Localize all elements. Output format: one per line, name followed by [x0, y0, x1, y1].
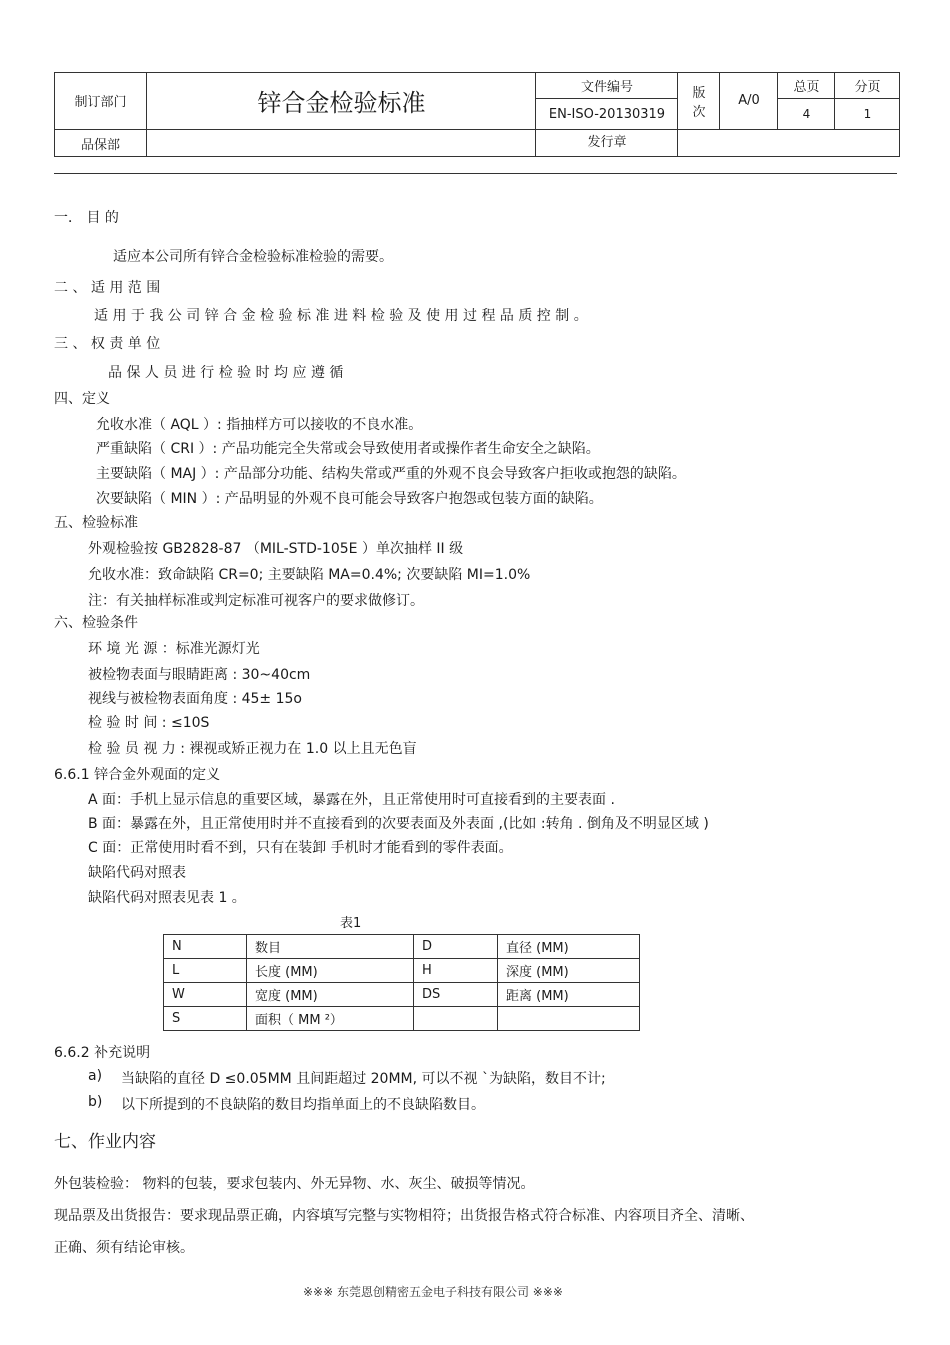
s7-para-1: 外包装检验： 物料的包装，要求包装内、外无异物、水、灰尘、破损等情况。 [54, 1176, 535, 1192]
s5-heading: 五、检验标准 [54, 515, 138, 531]
table-row [164, 935, 640, 959]
blank-cell [146, 129, 536, 157]
table-cell [498, 1007, 640, 1031]
table-cell: 数目 [247, 935, 414, 959]
table-cell: 面积（ MM ²） [247, 1007, 414, 1031]
table-cell: 长度 (MM) [247, 959, 414, 983]
surface-a: A 面：手机上显示信息的重要区域，暴露在外，且正常使用时可直接看到的主要表面 . [88, 792, 615, 808]
table-cell: S [164, 1007, 247, 1031]
s1-heading: 一． 目 的 [54, 210, 119, 226]
cond-angle: 视线与被检物表面角度 : 45± 15o [88, 691, 302, 707]
table-cell: L [164, 959, 247, 983]
version-label [677, 72, 720, 129]
def-maj: 主要缺陷（ MAJ ）: 产品部分功能、结构失常或严重的外观不良会导致客户拒收或抱怨的缺陷。 [96, 466, 686, 482]
defect-code-ref: 缺陷代码对照表见表 1 。 [88, 890, 246, 906]
note-b-tag: b) [88, 1094, 103, 1110]
doc-title: 锌合金检验标准 [146, 72, 536, 129]
dept-value: 品保部 [54, 129, 147, 157]
cond-time: 检 验 时 间 : ≤10S [88, 715, 210, 731]
s5-line-1: 外观检验按 GB2828-87 （MIL-STD-105E ）单次抽样 II 级 [88, 541, 464, 557]
dept-label: 制订部门 [74, 95, 127, 110]
table-row [164, 1007, 640, 1031]
table-cell: W [164, 983, 247, 1007]
page-number: 1 [834, 98, 900, 129]
note-b: 以下所提到的不良缺陷的数目均指单面上的不良缺陷数目。 [121, 1097, 485, 1113]
table-cell: N [164, 935, 247, 959]
surface-c: C 面：正常使用时看不到，只有在装卸 手机时才能看到的零件表面。 [88, 840, 513, 856]
defect-code-title: 缺陷代码对照表 [88, 865, 186, 881]
table-cell: D [414, 935, 498, 959]
s661-heading: 6.6.1 锌合金外观面的定义 [54, 767, 221, 783]
s6-heading: 六、检验条件 [54, 615, 138, 631]
doc-no: EN-ISO-20130319 [535, 98, 678, 129]
s5-line-2: 允收水准：致命缺陷 CR=0; 主要缺陷 MA=0.4%; 次要缺陷 MI=1.0% [88, 567, 531, 583]
s3-heading: 三 、 权 责 单 位 [54, 336, 161, 352]
total-pages: 4 [777, 98, 835, 129]
s4-heading: 四、定义 [54, 391, 110, 407]
def-cri: 严重缺陷（ CRI ）: 产品功能完全失常或会导致使用者或操作者生命安全之缺陷。 [96, 441, 600, 457]
cond-distance: 被检物表面与眼睛距离 : 30~40cm [88, 667, 311, 683]
note-a: 当缺陷的直径 D ≤0.05MM 且间距超过 20MM, 可以不视 `为缺陷，数目不计; [121, 1071, 606, 1087]
version-value: A/0 [719, 72, 778, 129]
s1-text: 适应本公司所有锌合金检验标准检验的需要。 [113, 249, 393, 265]
page-footer: ※※※ 东莞恩创精密五金电子科技有限公司 ※※※ [303, 1285, 563, 1299]
cond-light: 环 境 光 源 ：标准光源灯光 [88, 641, 260, 657]
table-row [164, 959, 640, 983]
header-table [54, 72, 900, 157]
header-divider [54, 173, 897, 174]
table-cell: DS [414, 983, 498, 1007]
s662-heading: 6.6.2 补充说明 [54, 1045, 151, 1061]
table-cell [414, 1007, 498, 1031]
cond-vision: 检 验 员 视 力 : 裸视或矫正视力在 1.0 以上且无色盲 [88, 741, 417, 757]
s7-heading: 七、作业内容 [54, 1132, 156, 1152]
def-min: 次要缺陷（ MIN ）: 产品明显的外观不良可能会导致客户抱怨或包装方面的缺陷。 [96, 491, 603, 507]
surface-b: B 面：暴露在外，且正常使用时并不直接看到的次要表面及外表面 ,(比如 :转角 . 倒角及不明显区域 ) [88, 816, 709, 832]
s2-text: 适 用 于 我 公 司 锌 合 金 检 验 标 准 进 料 检 验 及 使 用 过 程 品 质 控 制 。 [94, 308, 588, 324]
version-label-2: 次 [692, 104, 706, 120]
s2-heading: 二 、 适 用 范 围 [54, 280, 161, 296]
table-cell: H [414, 959, 498, 983]
s7-para-3: 正确、须有结论审核。 [54, 1240, 194, 1256]
total-pages-label: 总页 [777, 72, 835, 98]
doc-no-label: 文件编号 [535, 72, 678, 98]
table-row [164, 983, 640, 1007]
def-aql: 允收水准（ AQL ）: 指抽样方可以接收的不良水准。 [96, 417, 423, 433]
version-label-1: 版 [692, 85, 706, 101]
seal-label: 发行章 [535, 129, 678, 157]
note-a-tag: a) [88, 1068, 103, 1084]
s7-para-2: 现品票及出货报告：要求现品票正确，内容填写完整与实物相符；出货报告格式符合标准、内容项目齐全、清晰、 [54, 1208, 754, 1224]
table-cell: 直径 (MM) [498, 935, 640, 959]
table-caption: 表1 [340, 916, 362, 931]
seal-area [677, 129, 900, 157]
defect-code-table [163, 934, 640, 1031]
page-label: 分页 [834, 72, 900, 98]
table-cell: 深度 (MM) [498, 959, 640, 983]
table-cell: 距离 (MM) [498, 983, 640, 1007]
s5-note: 注：有关抽样标准或判定标准可视客户的要求做修订。 [88, 593, 424, 609]
table-cell: 宽度 (MM) [247, 983, 414, 1007]
s3-text: 品 保 人 员 进 行 检 验 时 均 应 遵 循 [108, 365, 344, 381]
